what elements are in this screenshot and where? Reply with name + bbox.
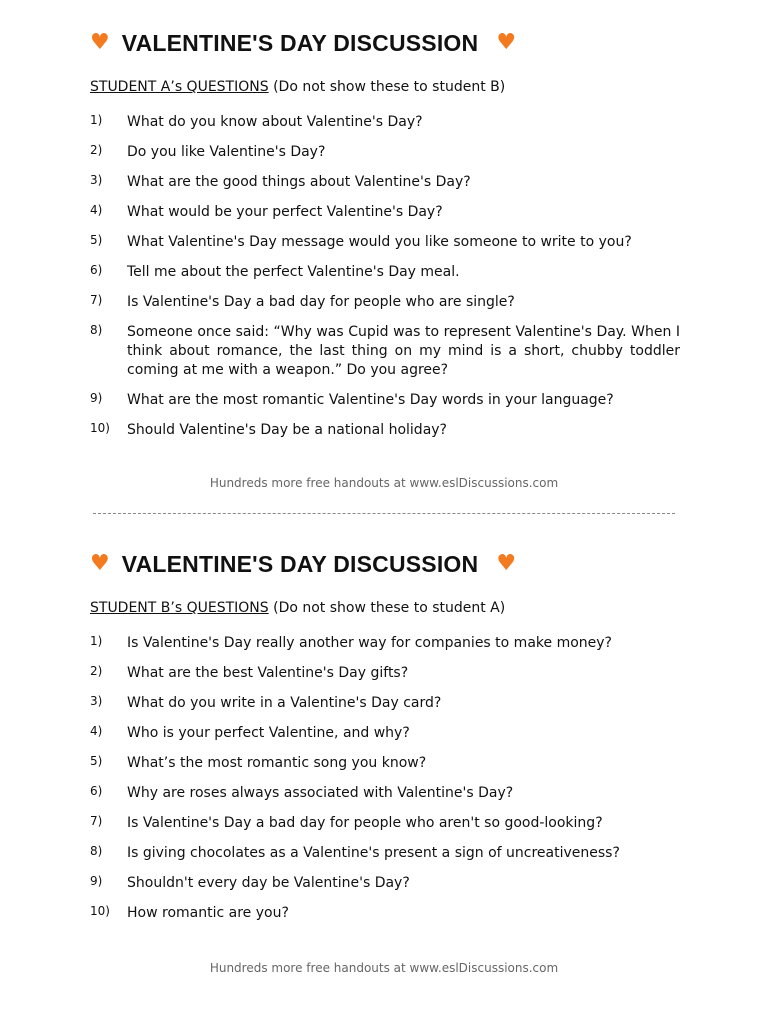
list-item xyxy=(90,874,680,893)
question-text: Is Valentine's Day a bad day for people who aren't so good-looking? xyxy=(127,815,603,831)
subtitle-note: (Do not show these to student B) xyxy=(268,79,506,95)
heart-icon: ♥ xyxy=(90,551,110,576)
footer-credit: Hundreds more free handouts at www.eslDiscussions.com xyxy=(209,476,559,490)
question-text: Is giving chocolates as a Valentine's present a sign of uncreativeness? xyxy=(127,845,620,861)
question-list xyxy=(90,634,680,934)
footer-credit: Hundreds more free handouts at www.eslDiscussions.com xyxy=(209,961,559,975)
heart-icon: ♥ xyxy=(496,30,517,55)
question-number: 2) xyxy=(90,664,103,678)
list-item xyxy=(90,784,680,803)
question-number: 8) xyxy=(90,844,103,858)
list-item xyxy=(90,203,680,222)
question-text: What are the best Valentine's Day gifts? xyxy=(127,665,409,681)
question-number: 7) xyxy=(90,293,103,307)
heart-icon: ♥ xyxy=(496,551,517,576)
question-text: What do you know about Valentine's Day? xyxy=(127,114,423,130)
question-number: 5) xyxy=(90,754,103,768)
question-text: What would be your perfect Valentine's Day? xyxy=(127,204,443,220)
question-text: Is Valentine's Day really another way for companies to make money? xyxy=(127,635,612,651)
list-item xyxy=(90,754,680,773)
question-text: What Valentine's Day message would you like someone to write to you? xyxy=(127,234,632,250)
question-number: 4) xyxy=(90,724,103,738)
title-row xyxy=(90,28,516,58)
list-item xyxy=(90,694,680,713)
subtitle-note: (Do not show these to student A) xyxy=(268,600,506,616)
question-number: 10) xyxy=(90,904,110,918)
question-text: Tell me about the perfect Valentine's Day meal. xyxy=(127,264,460,280)
page-title: VALENTINE'S DAY DISCUSSION xyxy=(121,550,479,577)
question-text: What do you write in a Valentine's Day card? xyxy=(127,695,442,711)
question-list xyxy=(90,113,680,451)
list-item xyxy=(90,173,680,192)
question-text: Do you like Valentine's Day? xyxy=(127,144,326,160)
question-text: Should Valentine's Day be a national holiday? xyxy=(127,422,447,438)
list-item xyxy=(90,664,680,683)
subtitle-underlined: STUDENT B’s QUESTIONS xyxy=(90,600,269,616)
list-item xyxy=(90,263,680,282)
question-text: What are the most romantic Valentine's Day words in your language? xyxy=(127,392,614,408)
question-number: 7) xyxy=(90,814,103,828)
list-item xyxy=(90,844,680,863)
question-number: 6) xyxy=(90,263,103,277)
question-number: 4) xyxy=(90,203,103,217)
question-text: What’s the most romantic song you know? xyxy=(127,755,427,771)
question-number: 3) xyxy=(90,694,103,708)
list-item xyxy=(90,724,680,743)
subtitle-underlined: STUDENT A’s QUESTIONS xyxy=(90,79,269,95)
question-text: Someone once said: “Why was Cupid was to represent Valentine's Day. When I think about romance, the last thing on my mind is a short, chubby toddler coming at me with a weapon.” Do you agree? xyxy=(127,324,680,378)
list-item xyxy=(90,904,680,923)
question-text: What are the good things about Valentine's Day? xyxy=(127,174,471,190)
list-item xyxy=(90,421,680,440)
list-item xyxy=(90,113,680,132)
list-item xyxy=(90,814,680,833)
list-item xyxy=(90,233,680,252)
question-number: 1) xyxy=(90,113,103,127)
question-number: 6) xyxy=(90,784,103,798)
section-subtitle xyxy=(90,600,505,616)
list-item xyxy=(90,634,680,653)
heart-icon: ♥ xyxy=(90,30,110,55)
page-title: VALENTINE'S DAY DISCUSSION xyxy=(121,29,479,56)
question-text: Who is your perfect Valentine, and why? xyxy=(127,725,410,741)
question-number: 10) xyxy=(90,421,110,435)
question-text: Is Valentine's Day a bad day for people who are single? xyxy=(127,294,515,310)
question-number: 9) xyxy=(90,391,103,405)
question-text: Why are roses always associated with Valentine's Day? xyxy=(127,785,514,801)
list-item xyxy=(90,293,680,312)
title-row xyxy=(90,549,516,579)
question-number: 8) xyxy=(90,323,103,337)
question-text: Shouldn't every day be Valentine's Day? xyxy=(127,875,410,891)
question-number: 1) xyxy=(90,634,103,648)
question-number: 9) xyxy=(90,874,103,888)
section-subtitle xyxy=(90,79,505,95)
list-item xyxy=(90,143,680,162)
list-item xyxy=(90,391,680,410)
question-text: How romantic are you? xyxy=(127,905,289,921)
question-number: 3) xyxy=(90,173,103,187)
list-item xyxy=(90,323,680,380)
cut-line-divider xyxy=(93,513,675,514)
question-number: 2) xyxy=(90,143,103,157)
question-number: 5) xyxy=(90,233,103,247)
